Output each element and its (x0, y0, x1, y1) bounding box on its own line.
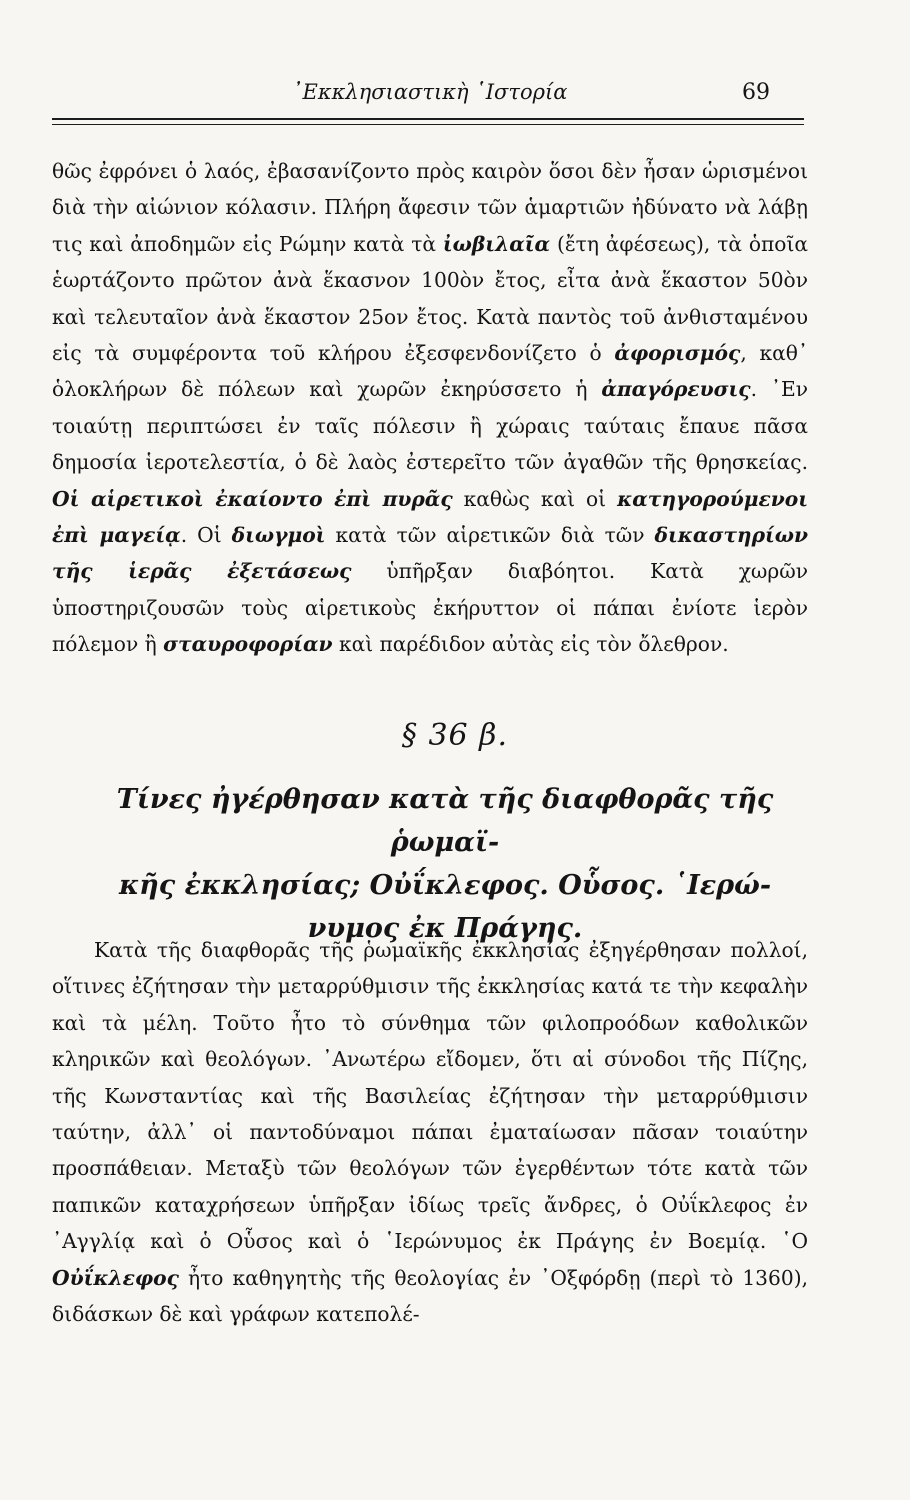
emphasis: Οἱ αἱρετικοὶ ἐκαίοντο ἐπὶ πυρᾶς (52, 486, 453, 511)
emphasis: ἰωβιλαῖα (442, 231, 551, 256)
section-title-line: Τίνες ἠγέρθησαν κατὰ τῆς διαφθορᾶς τῆς ῥωμαϊ- (116, 784, 774, 858)
emphasis: Οὐΐκλεφος (52, 1265, 179, 1290)
paragraph-2 (52, 932, 808, 1332)
text-run: καθὼς καὶ οἱ (452, 486, 618, 511)
text-run: καὶ παρέδιδον αὐτὰς εἰς τὸν ὄλεθρον. (332, 632, 729, 657)
text-run: ἦτο καθηγητὴς τῆς θεολογίας ἐν ᾿Οξφόρδῃ (περὶ τὸ 1360), διδάσκων δὲ καὶ γράφων κατεπολέ- (52, 1265, 808, 1327)
emphasis: ἀπαγόρευσις (601, 377, 751, 402)
text-run: . ᾿Εν τοιαύτῃ περιπτώσει ἐν ταῖς πόλεσιν ἢ χώραις ταύταις ἔπαυε πᾶσα δημοσία ἱεροτελεστία, ὁ δὲ λαὸς ἐστερεῖτο τῶν ἀγαθῶν τῆς θρησκείας. (52, 377, 809, 475)
text-run: , καθ᾿ ὁλοκλήρων δὲ πόλεων καὶ χωρῶν ἐκηρύσσετο ἡ (52, 341, 808, 402)
header-rule-thin (52, 124, 804, 125)
header-rule (52, 118, 804, 120)
emphasis: ἀφορισμός (614, 341, 741, 366)
running-title: ᾿Εκκλησιαστικὴ ῾Ιστορία (292, 80, 568, 104)
text-run: θῶς ἐφρόνει ὁ λαός, ἐβασανίζοντο πρὸς καιρὸν ὅσοι δὲν ἦσαν ὡρισμένοι διὰ τὴν αἰώνιον κόλασιν. Πλήρη ἄφεσιν τῶν ἁμαρτιῶν ἠδύνατο νὰ λάβῃ τις καὶ ἀποδημῶν εἰς Ρώμην κατὰ τὰ (52, 159, 808, 256)
text-run: (ἔτη ἀφέσεως), τὰ ὁποῖα ἑωρτάζοντο πρῶτον ἀνὰ ἕκασνον 100ὸν ἔτος, εἶτα ἀνὰ ἕκαστον 50ὸν καὶ τελευταῖον ἀνὰ ἕκαστον 25ον ἔτος. Κατὰ παντὸς τοῦ ἀνθισταμένου εἰς τὰ συμφέροντα τοῦ κλήρου ἐξεσφενδονίζετο ὁ (52, 231, 808, 366)
text-run: Κατὰ τῆς διαφθορᾶς τῆς ῥωμαϊκῆς ἐκκλησίας ἐξηγέρθησαν πολλοί, οἵτινες ἐζήτησαν τὴν μεταρρύθμισιν τῆς ἐκκλησίας κατά τε τὴν κεφαλὴν καὶ τὰ μέλη. Τοῦτο ἦτο τὸ σύνθημα τῶν φιλοπροόδων καθολικῶν κληρικῶν καὶ θεολόγων. ᾿Ανωτέρω εἴδομεν, ὅτι αἱ σύνοδοι τῆς Πίζης, τῆς Κωνσταντίας καὶ τῆς Βασιλείας ἐζήτησαν τὴν μεταρρύθμισιν ταύτην, ἀλλ᾿ οἱ παντοδύναμοι πάπαι ἐματαίωσαν πᾶσαν τοιαύτην προσπάθειαν. Μεταξὺ τῶν θεολόγων τῶν ἐγερθέντων τότε κατὰ τῶν παπικῶν καταχρήσεων ὑπῆρξαν ἰδίως τρεῖς ἄνδρες, ὁ Οὐΐκλεφος ἐν ᾿Αγγλίᾳ καὶ ὁ Οὗσος καὶ ὁ ῾Ιερώνυμος ἐκ Πράγης ἐν Βοεμίᾳ. ῾Ο (52, 938, 808, 1254)
page-number: 69 (742, 80, 770, 105)
emphasis: δικαστηρίων τῆς ἱερᾶς ἐξετάσεως (52, 523, 809, 584)
section-title-line: νυμος ἐκ Πράγης. (307, 913, 583, 944)
text-run: . Οἱ (180, 523, 232, 548)
text-run: ὑπῆρξαν διαβόητοι. Κατὰ χωρῶν ὑποστηριζουσῶν τοὺς αἱρετικοὺς ἐκήρυττον οἱ πάπαι ἐνίοτε ἱερὸν πόλεμον ἢ (52, 559, 808, 657)
emphasis: διωγμοὶ (231, 523, 326, 548)
section-title-line: κῆς ἐκκλησίας; Οὐΐκλεφος. Οὗσος. ῾Ιερώ- (118, 870, 772, 901)
section-title (80, 778, 810, 950)
running-head (0, 80, 910, 120)
emphasis: κατηγορούμενοι ἐπὶ μαγείᾳ (52, 486, 808, 548)
section-number: § 36 β. (401, 718, 509, 753)
paragraph-1 (52, 153, 808, 663)
text-run: κατὰ τῶν αἱρετικῶν διὰ τῶν (325, 523, 655, 548)
emphasis: σταυροφορίαν (163, 632, 333, 657)
